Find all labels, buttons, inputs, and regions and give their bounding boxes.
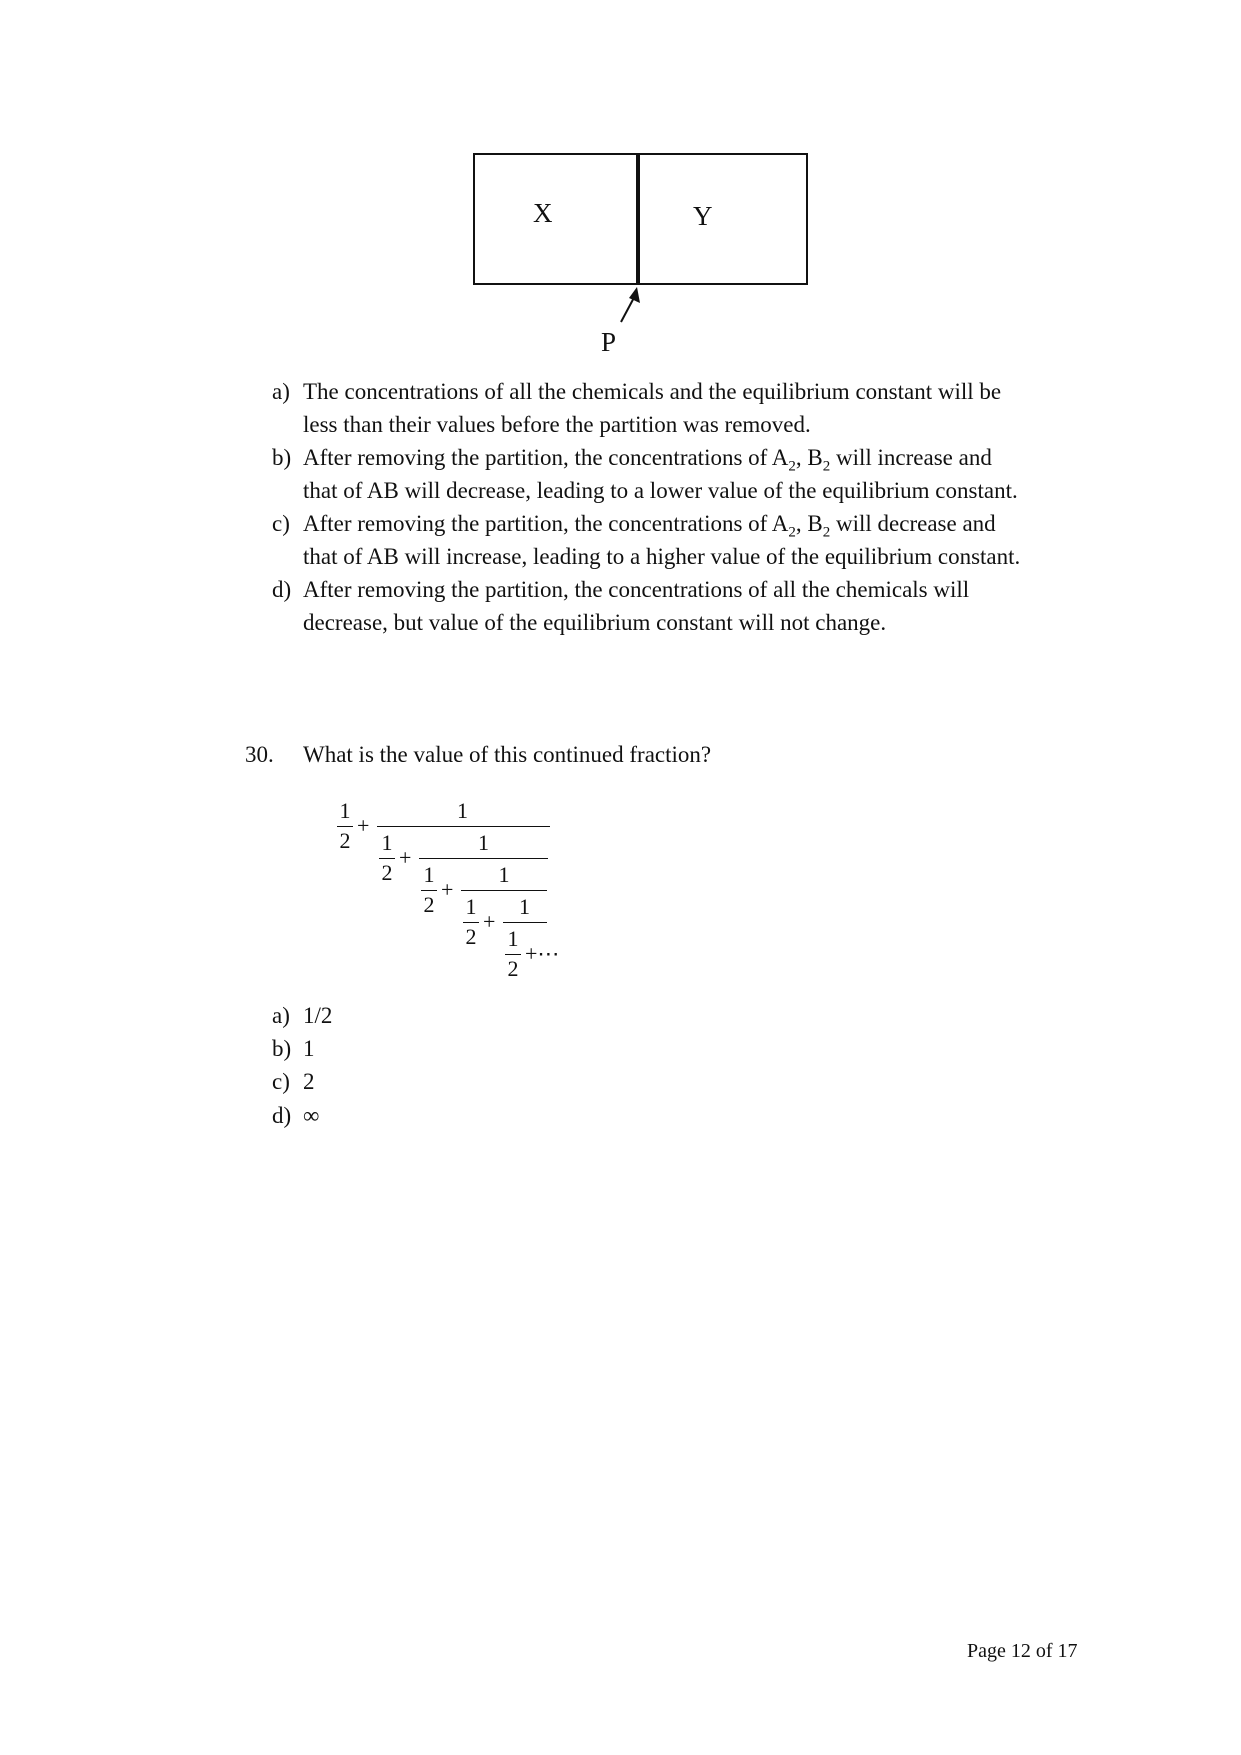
continued-fraction — [335, 800, 595, 1010]
cf-numerator: 1 — [465, 894, 477, 919]
cf-denominator: 2 — [465, 924, 477, 949]
compartment-x-label: X — [533, 198, 553, 228]
cf-bar — [419, 858, 548, 859]
option-text-line1: After removing the partition, the concentrations of all the chemicals will — [303, 577, 970, 602]
option-letter: a) — [272, 1003, 290, 1028]
cf-numerator: 1 — [457, 798, 468, 823]
cf-bar — [377, 826, 550, 827]
option-value: 1/2 — [303, 1003, 333, 1028]
pointer-arrow-head — [629, 287, 640, 303]
option-value: 1 — [303, 1036, 315, 1061]
partition-diagram-svg — [470, 150, 840, 350]
option-text-line1: After removing the partition, the concentrations of $A_2$, $B_2$ will decrease and — [303, 511, 996, 541]
cf-plus: + — [399, 845, 412, 870]
compartment-y-label: Y — [693, 201, 713, 231]
option-text-line1: The concentrations of all the chemicals and the equilibrium constant will be — [303, 379, 1002, 404]
option-value: 2 — [303, 1069, 315, 1094]
cf-numerator: 1 — [478, 830, 489, 855]
option-text-line2: less than their values before the partition was removed. — [303, 412, 811, 437]
cf-numerator: 1 — [519, 894, 530, 919]
question-number: 30. — [245, 742, 274, 767]
cf-numerator: 1 — [339, 798, 351, 823]
option-text-line2: that of AB will increase, leading to a higher value of the equilibrium constant. — [303, 544, 1021, 569]
option-value: ∞ — [303, 1103, 320, 1128]
option-text-line1: After removing the partition, the concentrations of $A_2$, $B_2$ will increase and — [303, 445, 992, 475]
option-letter: c) — [272, 1069, 290, 1094]
cf-bar — [463, 922, 479, 923]
cf-bar — [337, 826, 353, 827]
partition-p-label: P — [601, 327, 617, 357]
cf-bar — [379, 858, 395, 859]
cf-numerator: 1 — [507, 926, 519, 951]
option-text-line2: decrease, but value of the equilibrium constant will not change. — [303, 610, 887, 635]
cf-denominator: 2 — [423, 892, 435, 917]
cf-bar — [505, 954, 521, 955]
option-text-line2: that of AB will decrease, leading to a lower value of the equilibrium constant. — [303, 478, 1018, 503]
cf-plus: + — [441, 877, 454, 902]
cf-denominator: 2 — [507, 956, 519, 981]
cf-plus: + — [483, 909, 496, 934]
cf-numerator: 1 — [423, 862, 435, 887]
cf-bar — [503, 922, 547, 923]
page-number: Page 12 of 17 — [967, 1640, 1078, 1662]
cf-bar — [421, 890, 437, 891]
cf-plus: + — [357, 813, 370, 838]
partition-diagram — [470, 150, 840, 357]
cf-numerator: 1 — [498, 862, 510, 887]
option-letter: d) — [272, 1103, 292, 1128]
cf-bar — [461, 890, 547, 891]
container-box — [474, 154, 807, 284]
cf-ellipsis: +⋯ — [525, 941, 560, 966]
cf-numerator: 1 — [381, 830, 393, 855]
option-letter: a) — [272, 379, 290, 404]
cf-denominator: 2 — [339, 828, 351, 853]
option-letter: c) — [272, 511, 290, 536]
option-letter: b) — [272, 445, 292, 470]
option-letter: b) — [272, 1036, 292, 1061]
question-text: What is the value of this continued fraction? — [303, 742, 712, 767]
option-letter: d) — [272, 577, 292, 602]
cf-denominator: 2 — [381, 860, 393, 885]
